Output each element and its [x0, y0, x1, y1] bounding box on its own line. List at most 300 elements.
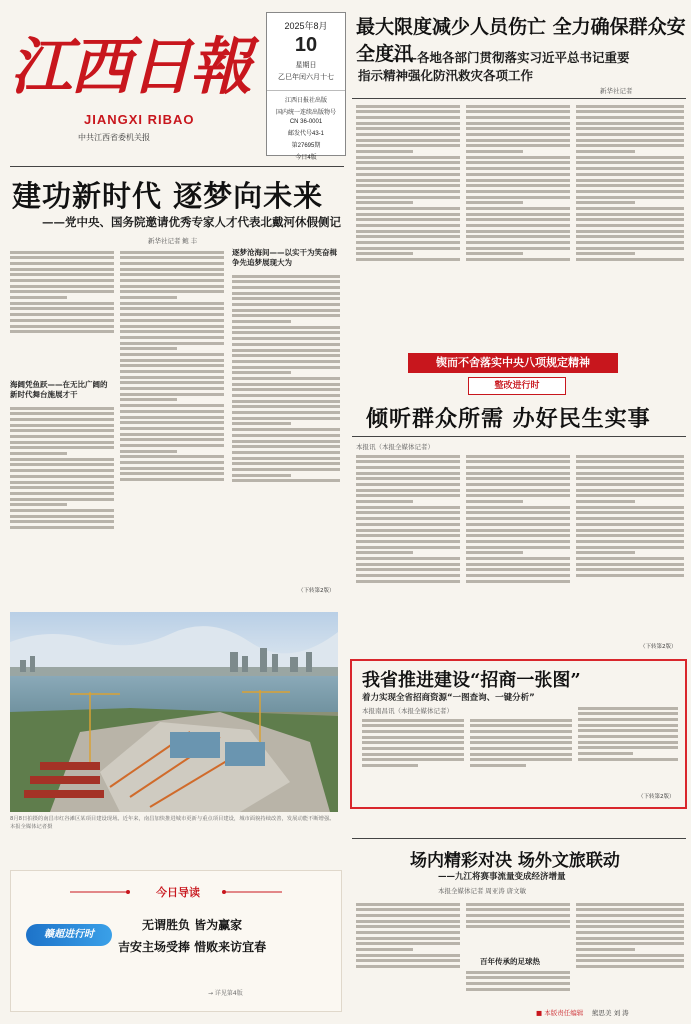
masthead-pinyin: JIANGXI RIBAO — [84, 112, 195, 127]
text-line — [120, 427, 224, 430]
text-line — [466, 230, 570, 233]
text-line — [576, 546, 684, 549]
text-line — [232, 320, 291, 323]
text-line — [576, 110, 684, 113]
text-line — [10, 307, 114, 310]
text-line — [120, 307, 224, 310]
text-line — [576, 122, 684, 125]
text-line — [120, 353, 224, 356]
text-line — [356, 235, 460, 238]
text-line — [576, 201, 635, 204]
text-line — [120, 398, 177, 401]
text-line — [576, 959, 684, 962]
text-line — [466, 144, 570, 147]
text-line — [576, 235, 684, 238]
text-line — [470, 736, 572, 739]
box-story-byline: 本报南昌讯（本报全媒体记者） — [362, 708, 453, 715]
text-line — [576, 551, 635, 554]
text-line — [356, 139, 460, 142]
text-line — [10, 515, 114, 518]
serial-number: CN 36-0001 — [289, 119, 323, 125]
text-line — [120, 455, 224, 458]
guide-badge: 赣超进行时 — [26, 924, 112, 946]
text-line — [466, 483, 570, 486]
text-line — [120, 433, 224, 436]
text-line — [576, 574, 684, 577]
text-line — [120, 325, 224, 328]
text-line — [466, 551, 523, 554]
text-line — [466, 557, 570, 560]
text-line — [466, 150, 523, 153]
text-line — [356, 196, 460, 199]
text-line — [576, 914, 684, 917]
text-line — [466, 455, 570, 458]
guide-headline-2[interactable]: 吉安主场受捧 惜败来访宜春 — [118, 940, 267, 954]
text-line — [232, 445, 340, 448]
text-line — [10, 520, 114, 523]
text-line — [356, 179, 460, 182]
text-line — [10, 285, 114, 288]
text-line — [356, 218, 460, 221]
text-line — [10, 503, 67, 506]
mid-story-headline: 倾听群众所需 办好民生实事 — [366, 406, 651, 432]
text-line — [120, 290, 224, 293]
text-line — [576, 184, 684, 187]
guide-headline-1[interactable]: 无谓胜负 皆为赢家 — [142, 918, 243, 932]
box-story-continued: （下转第2版） — [638, 794, 675, 800]
text-line — [232, 297, 340, 300]
text-line — [576, 179, 684, 182]
text-line — [470, 719, 572, 722]
text-line — [356, 455, 460, 458]
text-line — [10, 302, 114, 305]
main-story-text-col — [120, 248, 224, 594]
text-line — [576, 190, 684, 193]
text-line — [232, 388, 340, 391]
text-line — [120, 302, 224, 305]
text-line — [10, 441, 114, 444]
text-line — [356, 965, 460, 968]
text-line — [356, 511, 460, 514]
column-banner: 锲而不舍落实中央八项规定精神 — [408, 353, 618, 373]
text-line — [356, 506, 460, 509]
text-line — [466, 511, 570, 514]
text-line — [466, 184, 570, 187]
text-line — [120, 370, 224, 373]
text-line — [356, 156, 460, 159]
text-line — [356, 173, 460, 176]
text-line — [232, 275, 340, 278]
bottom-story-text-col — [466, 968, 570, 1004]
text-line — [466, 500, 523, 503]
text-line — [10, 268, 114, 271]
text-line — [356, 563, 460, 566]
text-line — [466, 179, 570, 182]
text-line — [576, 477, 684, 480]
text-line — [466, 127, 570, 130]
footer-editor-label: ■ 本版责任编辑 — [536, 1009, 584, 1017]
text-line — [576, 230, 684, 233]
text-line — [10, 498, 114, 501]
text-line — [576, 965, 684, 968]
text-line — [120, 319, 224, 322]
text-line — [466, 988, 570, 991]
text-line — [232, 474, 291, 477]
text-line — [466, 925, 570, 928]
text-line — [466, 156, 570, 159]
text-line — [576, 903, 684, 906]
text-line — [466, 201, 523, 204]
text-line — [232, 434, 340, 437]
guide-page-ref: → 详见第4版 — [208, 990, 243, 997]
text-line — [356, 540, 460, 543]
text-line — [120, 262, 224, 265]
divider — [10, 166, 344, 167]
bottom-story-text-col — [576, 900, 684, 1004]
text-line — [120, 478, 224, 481]
text-line — [356, 207, 460, 210]
text-line — [356, 460, 460, 463]
date-box — [266, 12, 346, 161]
text-line — [356, 133, 460, 136]
footer-editor-names: 熊思美 刘 涛 — [592, 1009, 629, 1017]
box-story-headline: 我省推进建设“招商一张图” — [362, 670, 581, 691]
text-line — [356, 931, 460, 934]
text-line — [120, 273, 224, 276]
text-line — [232, 309, 340, 312]
text-line — [576, 466, 684, 469]
text-line — [232, 292, 340, 295]
text-line — [356, 472, 460, 475]
text-line — [356, 580, 460, 583]
text-line — [232, 417, 340, 420]
text-line — [466, 139, 570, 142]
text-line — [576, 506, 684, 509]
text-line — [10, 279, 114, 282]
main-story-continued: （下转第2版） — [298, 588, 335, 594]
text-line — [576, 258, 684, 261]
text-line — [466, 224, 570, 227]
text-line — [120, 279, 224, 282]
text-line — [576, 948, 635, 951]
text-line — [466, 920, 570, 923]
text-line — [10, 325, 114, 328]
text-line — [356, 241, 460, 244]
text-line — [466, 523, 570, 526]
text-line — [466, 218, 570, 221]
text-line — [356, 517, 460, 520]
text-line — [232, 286, 340, 289]
text-line — [576, 156, 684, 159]
text-line — [120, 421, 224, 424]
text-line — [10, 486, 114, 489]
text-line — [466, 903, 570, 906]
text-line — [120, 404, 224, 407]
publisher: 江西日报社出版 — [267, 90, 345, 104]
text-line — [466, 105, 570, 108]
text-line — [232, 422, 291, 425]
text-line — [576, 568, 684, 571]
text-line — [356, 942, 460, 945]
text-line — [356, 500, 413, 503]
text-line — [232, 337, 340, 340]
text-line — [356, 150, 413, 153]
text-line — [466, 241, 570, 244]
text-line — [470, 747, 572, 750]
text-line — [10, 319, 114, 322]
text-line — [120, 359, 224, 362]
text-line — [466, 235, 570, 238]
text-line — [576, 563, 684, 566]
text-line — [232, 280, 340, 283]
text-line — [120, 410, 224, 413]
text-line — [10, 256, 114, 259]
text-line — [466, 914, 570, 917]
date-day: 10 — [294, 34, 318, 56]
text-line — [10, 475, 114, 478]
text-line — [576, 105, 684, 108]
date-weekday: 星期日 — [295, 62, 317, 69]
text-line — [356, 494, 460, 497]
text-line — [576, 247, 684, 250]
text-line — [578, 712, 678, 715]
text-line — [10, 526, 114, 529]
text-line — [466, 574, 570, 577]
text-line — [356, 167, 460, 170]
text-line — [470, 724, 572, 727]
text-line — [576, 173, 684, 176]
text-line — [466, 466, 570, 469]
bottom-story-section: 百年传承的足球热 — [480, 957, 540, 966]
text-line — [576, 942, 684, 945]
text-line — [232, 349, 340, 352]
text-line — [356, 534, 460, 537]
text-line — [466, 971, 570, 974]
text-line — [466, 133, 570, 136]
text-line — [576, 472, 684, 475]
text-line — [356, 466, 460, 469]
text-line — [120, 364, 224, 367]
text-line — [120, 450, 177, 453]
text-line — [120, 285, 224, 288]
text-line — [576, 500, 635, 503]
text-line — [578, 718, 678, 721]
text-line — [120, 416, 224, 419]
text-line — [466, 568, 570, 571]
text-line — [120, 313, 224, 316]
text-line — [576, 460, 684, 463]
text-line — [10, 463, 114, 466]
text-line — [232, 411, 340, 414]
text-line — [578, 729, 678, 732]
text-line — [120, 336, 224, 339]
main-story-text-col — [10, 248, 114, 378]
text-line — [466, 207, 570, 210]
text-line — [470, 758, 572, 761]
main-story-section-2: 逐梦沧海间——以实干为笑奋楫争先追梦展现大为 — [232, 248, 337, 267]
text-line — [576, 523, 684, 526]
text-line — [120, 381, 224, 384]
text-line — [362, 724, 464, 727]
text-line — [120, 251, 224, 254]
text-line — [232, 383, 340, 386]
text-line — [10, 458, 114, 461]
text-line — [576, 167, 684, 170]
text-line — [466, 529, 570, 532]
text-line — [356, 483, 460, 486]
text-line — [10, 412, 114, 415]
text-line — [362, 747, 464, 750]
mid-story-byline: 本报讯（本报全媒体记者） — [356, 444, 434, 451]
text-line — [232, 331, 340, 334]
text-line — [470, 730, 572, 733]
text-line — [466, 472, 570, 475]
text-line — [10, 418, 114, 421]
text-line — [356, 568, 460, 571]
text-line — [232, 343, 340, 346]
text-line — [10, 407, 114, 410]
text-line — [466, 982, 570, 985]
text-line — [10, 273, 114, 276]
text-line — [576, 207, 684, 210]
text-line — [10, 296, 67, 299]
text-line — [466, 908, 570, 911]
text-line — [362, 764, 418, 767]
text-line — [356, 546, 460, 549]
text-line — [120, 296, 177, 299]
text-line — [576, 133, 684, 136]
serial-label: 国内统一连续出版物号 — [275, 110, 336, 116]
masthead-logo: 江西日報 — [10, 30, 251, 103]
text-line — [356, 477, 460, 480]
text-line — [576, 511, 684, 514]
text-line — [356, 252, 413, 255]
text-line — [120, 472, 224, 475]
text-line — [120, 467, 224, 470]
text-line — [576, 241, 684, 244]
text-line — [356, 523, 460, 526]
text-line — [576, 196, 684, 199]
mid-story-text-col — [466, 452, 570, 648]
text-line — [356, 574, 460, 577]
text-line — [10, 481, 114, 484]
text-line — [10, 290, 114, 293]
text-line — [578, 741, 678, 744]
text-line — [470, 753, 572, 756]
text-line — [362, 753, 464, 756]
box-story-text-col — [470, 716, 572, 798]
text-line — [356, 110, 460, 113]
text-line — [466, 247, 570, 250]
text-line — [356, 184, 460, 187]
text-line — [466, 580, 570, 583]
text-line — [466, 213, 570, 216]
text-line — [576, 908, 684, 911]
text-line — [232, 457, 340, 460]
text-line — [10, 262, 114, 265]
main-story-subhead: ——党中央、国务院邀请优秀专家人才代表北戴河休假侧记 — [42, 215, 341, 229]
top-story-headline: 最大限度减少人员伤亡 全力确保群众安全度汛 — [356, 16, 686, 65]
text-line — [232, 479, 340, 482]
text-line — [466, 173, 570, 176]
text-line — [356, 925, 460, 928]
guide-title: 今日导读 — [156, 886, 200, 899]
text-line — [576, 925, 684, 928]
text-line — [232, 468, 340, 471]
text-line — [10, 251, 114, 254]
text-line — [356, 116, 460, 119]
text-line — [232, 400, 340, 403]
text-line — [362, 741, 464, 744]
text-line — [576, 455, 684, 458]
text-line — [576, 224, 684, 227]
divider — [352, 98, 686, 99]
text-line — [356, 105, 460, 108]
top-story-subhead-1: ——各地各部门贯彻落实习近平总书记重要 — [392, 50, 630, 65]
text-line — [466, 506, 570, 509]
text-line — [120, 387, 224, 390]
bottom-story-text-col — [466, 900, 570, 948]
text-line — [466, 976, 570, 979]
text-line — [10, 313, 114, 316]
date-lunar: 乙巳年闰六月十七 — [278, 74, 334, 81]
text-line — [120, 256, 224, 259]
text-line — [362, 730, 464, 733]
text-line — [466, 258, 570, 261]
text-line — [466, 489, 570, 492]
text-line — [466, 167, 570, 170]
text-line — [466, 517, 570, 520]
text-line — [10, 469, 114, 472]
text-line — [466, 122, 570, 125]
text-line — [466, 540, 570, 543]
text-line — [466, 460, 570, 463]
text-line — [466, 534, 570, 537]
text-line — [470, 764, 526, 767]
mid-story-text-col — [356, 452, 460, 648]
text-line — [120, 444, 224, 447]
text-line — [466, 190, 570, 193]
text-line — [576, 540, 684, 543]
text-line — [356, 529, 460, 532]
top-story-byline: 新华社记者 — [600, 88, 633, 95]
text-line — [10, 509, 114, 512]
text-line — [120, 268, 224, 271]
text-line — [576, 529, 684, 532]
text-line — [466, 477, 570, 480]
mid-story-text-col — [576, 452, 684, 638]
text-line — [576, 161, 684, 164]
masthead-sponsor: 中共江西省委机关报 — [78, 133, 150, 142]
text-line — [232, 326, 340, 329]
text-line — [356, 948, 413, 951]
text-line — [576, 252, 635, 255]
text-line — [10, 435, 114, 438]
page-count: 今日4版 — [295, 155, 317, 161]
text-line — [356, 903, 460, 906]
text-line — [356, 161, 460, 164]
top-story-text-col — [466, 102, 570, 338]
text-line — [466, 196, 570, 199]
bottom-story-text-col — [356, 900, 460, 1006]
text-line — [232, 405, 340, 408]
text-line — [356, 127, 460, 130]
text-line — [356, 213, 460, 216]
text-line — [232, 440, 340, 443]
top-story-subhead-2: 指示精神强化防汛救灾各项工作 — [358, 68, 534, 83]
main-story-text-col — [232, 272, 340, 582]
text-line — [232, 394, 340, 397]
